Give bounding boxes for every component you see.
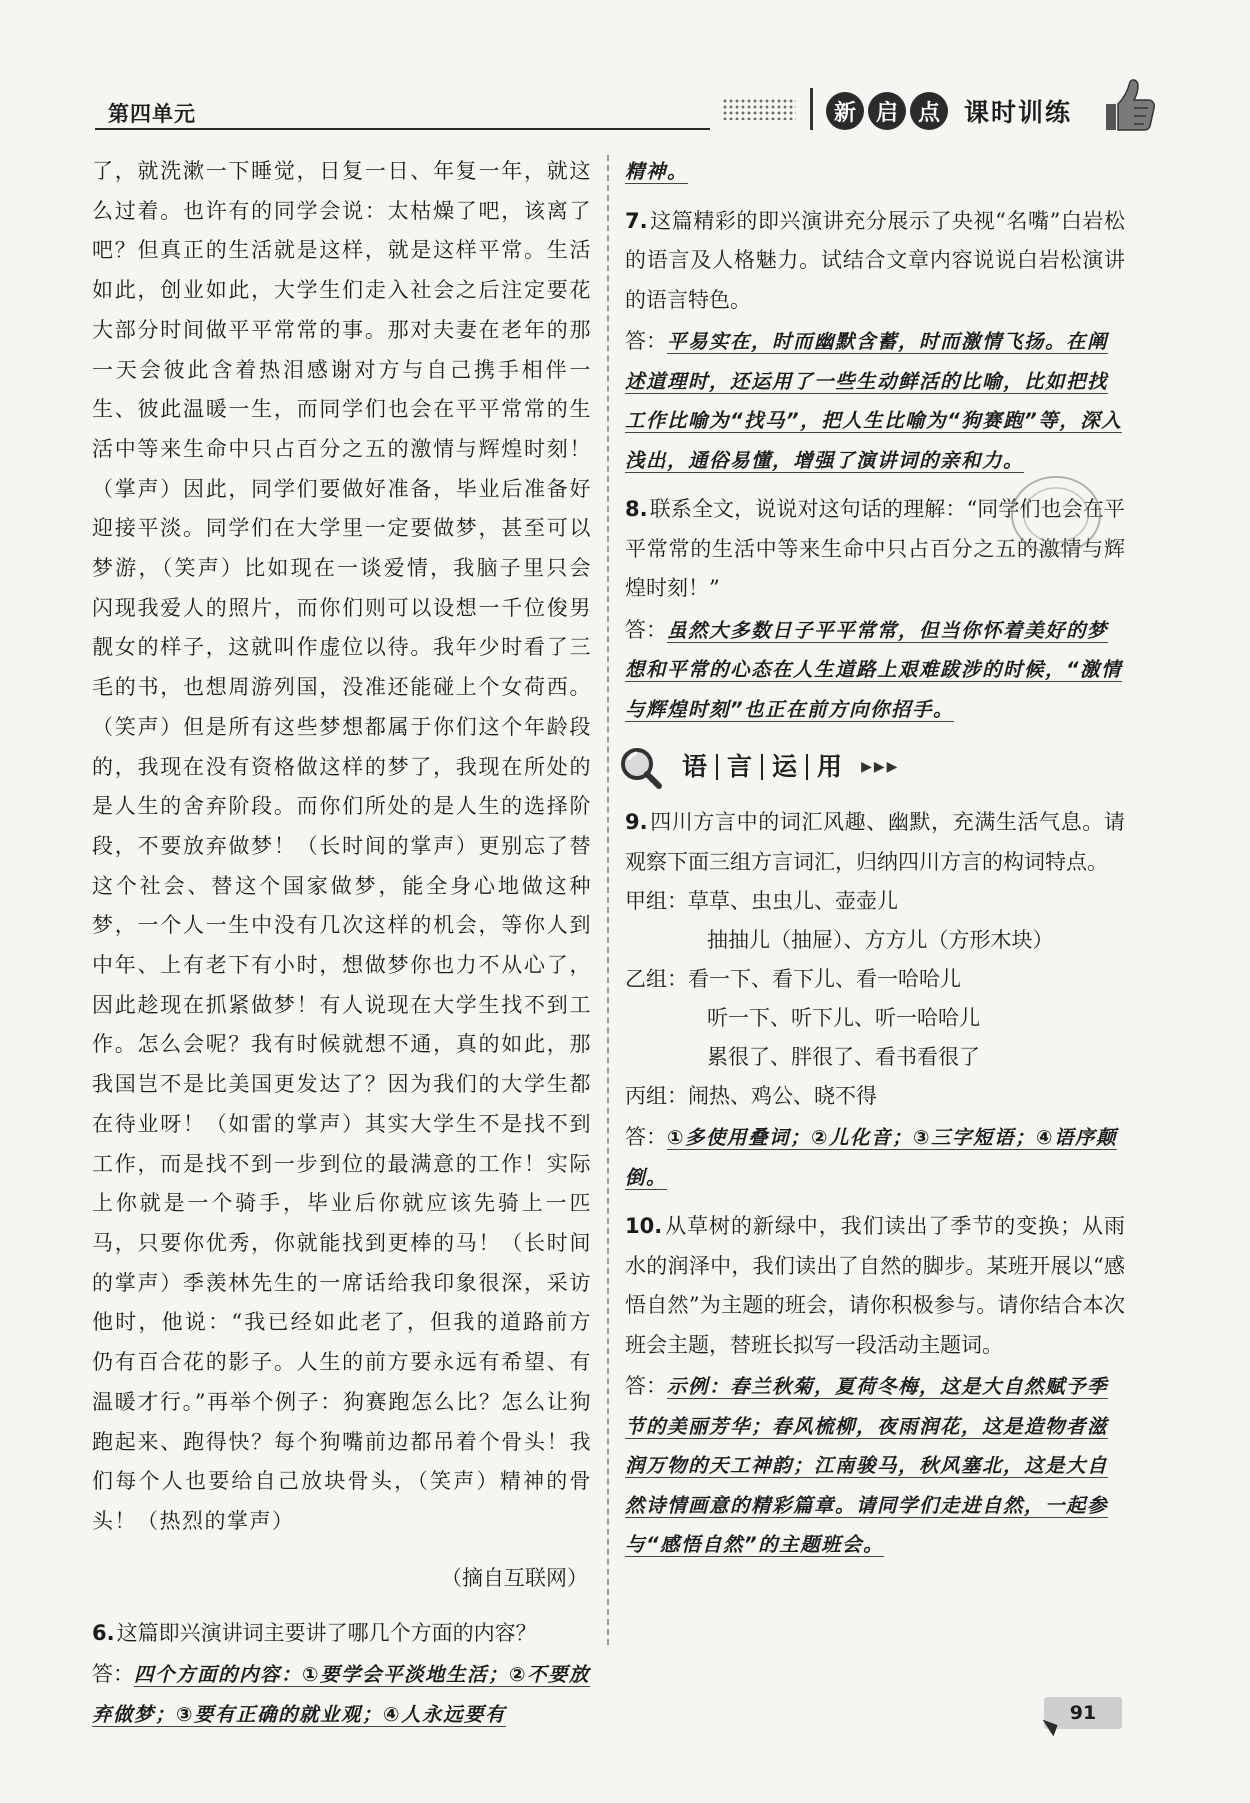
question-7-number: 7. bbox=[625, 208, 648, 233]
question-6-number: 6. bbox=[92, 1620, 115, 1645]
group-b-line-1 bbox=[625, 960, 1125, 999]
answer-9 bbox=[625, 1118, 1125, 1197]
answer-6-continued-text: 精神。 bbox=[625, 160, 689, 183]
answer-6 bbox=[92, 1655, 592, 1734]
answer-10-text: 示例：春兰秋菊，夏荷冬梅，这是大自然赋予季节的美丽芳华；春风梳柳，夜雨润花，这是造物者滋润万物的天工神韵；江南骏马，秋风塞北，这是大自然诗情画意的精彩篇章。请同学们走进自然，一起参与“感悟自然”的主题班会。 bbox=[625, 1375, 1109, 1556]
answer-6-prefix: 答： bbox=[92, 1662, 134, 1687]
answer-7 bbox=[625, 322, 1125, 480]
thumbs-up-icon bbox=[1098, 78, 1158, 134]
answer-9-text: ①多使用叠词；②儿化音；③三字短语；④语序颠倒。 bbox=[625, 1126, 1118, 1189]
group-b-line-2: 听一下、听下儿、听一哈哈儿 bbox=[707, 1006, 980, 1030]
group-a-words-1: 草草、虫虫儿、壶壶儿 bbox=[688, 889, 898, 913]
group-b-label: 乙组： bbox=[625, 967, 688, 991]
group-a-line-2: 抽抽儿（抽屉）、方方儿（方形木块） bbox=[707, 928, 1054, 952]
group-b-line-3: 累很了、胖很了、看书看很了 bbox=[707, 1045, 980, 1069]
answer-9-prefix: 答： bbox=[625, 1125, 667, 1149]
question-9-text: 四川方言中的词汇风趣、幽默，充满生活气息。请观察下面三组方言词汇，归纳四川方言的构词特点。 bbox=[625, 810, 1125, 874]
question-10-number: 10. bbox=[625, 1214, 663, 1238]
question-6 bbox=[92, 1614, 592, 1654]
passage-source: （摘自互联网） bbox=[441, 1565, 588, 1590]
dot-pattern bbox=[722, 98, 796, 120]
question-8-text: 联系全文，说说对这句话的理解：“同学们也会在平平常常的生活中等来生命中只占百分之五的激情与辉煌时刻！” bbox=[625, 497, 1125, 600]
answer-6-continued bbox=[625, 152, 1125, 192]
section-title-char-1: 语 bbox=[673, 754, 718, 780]
question-8-number: 8. bbox=[625, 497, 648, 521]
section-title-char-2: 言 bbox=[718, 754, 763, 780]
question-7-text: 这篇精彩的即兴演讲充分展示了央视“名嘴”白岩松的语言及人格魅力。试结合文章内容说说白岩松演讲的语言特色。 bbox=[625, 208, 1125, 312]
answer-8 bbox=[625, 611, 1125, 730]
unit-label: 第四单元 bbox=[108, 101, 196, 126]
brand-title: 课时训练 bbox=[964, 98, 1073, 127]
arrows-icon: ▶▶▶ bbox=[861, 759, 900, 775]
group-c-line-1 bbox=[625, 1077, 1125, 1116]
question-7 bbox=[625, 202, 1125, 321]
page-number: 91 bbox=[1044, 1697, 1122, 1729]
group-a-line-1 bbox=[625, 882, 1125, 921]
section-title-char-3: 运 bbox=[763, 754, 808, 780]
header-divider bbox=[810, 88, 813, 130]
answer-8-prefix: 答： bbox=[625, 617, 667, 642]
header-rule bbox=[95, 128, 710, 130]
answer-8-text: 虽然大多数日子平平常常，但当你怀着美好的梦想和平常的心态在人生道路上艰难跋涉的时候，“激情与辉煌时刻”也正在前方向你招手。 bbox=[625, 618, 1123, 721]
stamp-icon bbox=[1006, 470, 1106, 560]
column-divider bbox=[607, 155, 609, 1645]
section-title-char-4: 用 bbox=[817, 752, 843, 781]
question-10-text: 从草树的新绿中，我们读出了季节的变换；从雨水的润泽中，我们读出了自然的脚步。某班开展以“感悟自然”为主题的班会，请你积极参与。请你结合本次班会主题，替班长拟写一段活动主题词。 bbox=[625, 1214, 1125, 1357]
left-column bbox=[92, 152, 592, 1744]
magnifier-icon bbox=[617, 744, 663, 790]
question-6-text: 这篇即兴演讲词主要讲了哪几个方面的内容？ bbox=[116, 1620, 537, 1645]
group-a-label: 甲组： bbox=[625, 889, 688, 913]
group-b-words-1: 看一下、看下儿、看一哈哈儿 bbox=[688, 967, 961, 991]
answer-6-text: 四个方面的内容：①要学会平淡地生活；②不要放弃做梦；③要有正确的就业观；④人永远要有 bbox=[92, 1663, 591, 1726]
brand-char-2: 启 bbox=[868, 92, 906, 130]
group-c-label: 丙组： bbox=[625, 1084, 688, 1108]
brand-logo bbox=[826, 92, 1072, 130]
answer-10 bbox=[625, 1367, 1125, 1565]
passage-text: 了，就洗漱一下睡觉，日复一日、年复一年，就这么过着。也许有的同学会说：太枯燥了吧，该离了吧？但真正的生活就是这样，就是这样平常。生活如此，创业如此，大学生们走入社会之后注定要花大部分时间做平平常常的事。那对夫妻在老年的那一天会彼此含着热泪感谢对方与自己携手相伴一生、彼此温暖一生，而同学们也会在平平常常的生活中等来生命中只占百分之五的激情与辉煌时刻！（掌声）因此，同学们要做好准备，毕业后准备好迎接平淡。同学们在大学里一定要做梦，甚至可以梦游，（笑声）比如现在一谈爱情，我脑子里只会闪现我爱人的照片，而你们则可以设想一千位俊男靓女的样子，这就叫作虚位以待。我年少时看了三毛的书，也想周游列国，没准还能碰上个女荷西。（笑声）但是所有这些梦想都属于你们这个年龄段的，我现在没有资格做这样的梦了，我现在所处的是人生的舍弃阶段。而你们所处的是人生的选择阶段，不要放弃做梦！（长时间的掌声）更别忘了替这个社会、替这个国家做梦，能全身心地做这种梦，一个人一生中没有几次这样的机会，等你人到中年、上有老下有小时，想做梦你也力不从心了，因此趁现在抓紧做梦！有人说现在大学生找不到工作。怎么会呢？我有时候就想不通，真的如此，那我国岂不是比美国更发达了？因为我们的大学生都在待业呀！（如雷的掌声）其实大学生不是找不到工作，而是找不到一步到位的最满意的工作！实际上你就是一个骑手，毕业后你就应该先骑上一匹马，只要你优秀，你就能找到更棒的马！（长时间的掌声）季羡林先生的一席话给我印象很深，采访他时，他说：“我已经如此老了，但我的道路前方仍有百合花的影子。人生的前方要永远有希望、有温暖才行。”再举个例子：狗赛跑怎么比？怎么让狗跑起来、跑得快？每个狗嘴前边都吊着个骨头！我们每个人也要给自己放块骨头，（笑声）精神的骨头！（热烈的掌声） bbox=[92, 159, 592, 1533]
section-header-language-use bbox=[617, 745, 1125, 789]
question-10 bbox=[625, 1207, 1125, 1365]
question-9-number: 9. bbox=[625, 810, 648, 834]
brand-char-1: 新 bbox=[826, 92, 864, 130]
answer-10-prefix: 答： bbox=[625, 1374, 667, 1398]
section-title bbox=[673, 754, 851, 780]
answer-7-text: 平易实在，时而幽默含蓄，时而激情飞扬。在阐述道理时，还运用了一些生动鲜活的比喻，比如把找工作比喻为“找马”，把人生比喻为“狗赛跑”等，深入浅出，通俗易懂，增强了演讲词的亲和力。 bbox=[625, 330, 1123, 472]
brand-char-3: 点 bbox=[910, 92, 948, 130]
answer-7-prefix: 答： bbox=[625, 329, 667, 353]
right-column bbox=[625, 152, 1125, 1575]
question-9 bbox=[625, 803, 1125, 882]
group-c-words-1: 闹热、鸡公、晓不得 bbox=[688, 1084, 877, 1108]
